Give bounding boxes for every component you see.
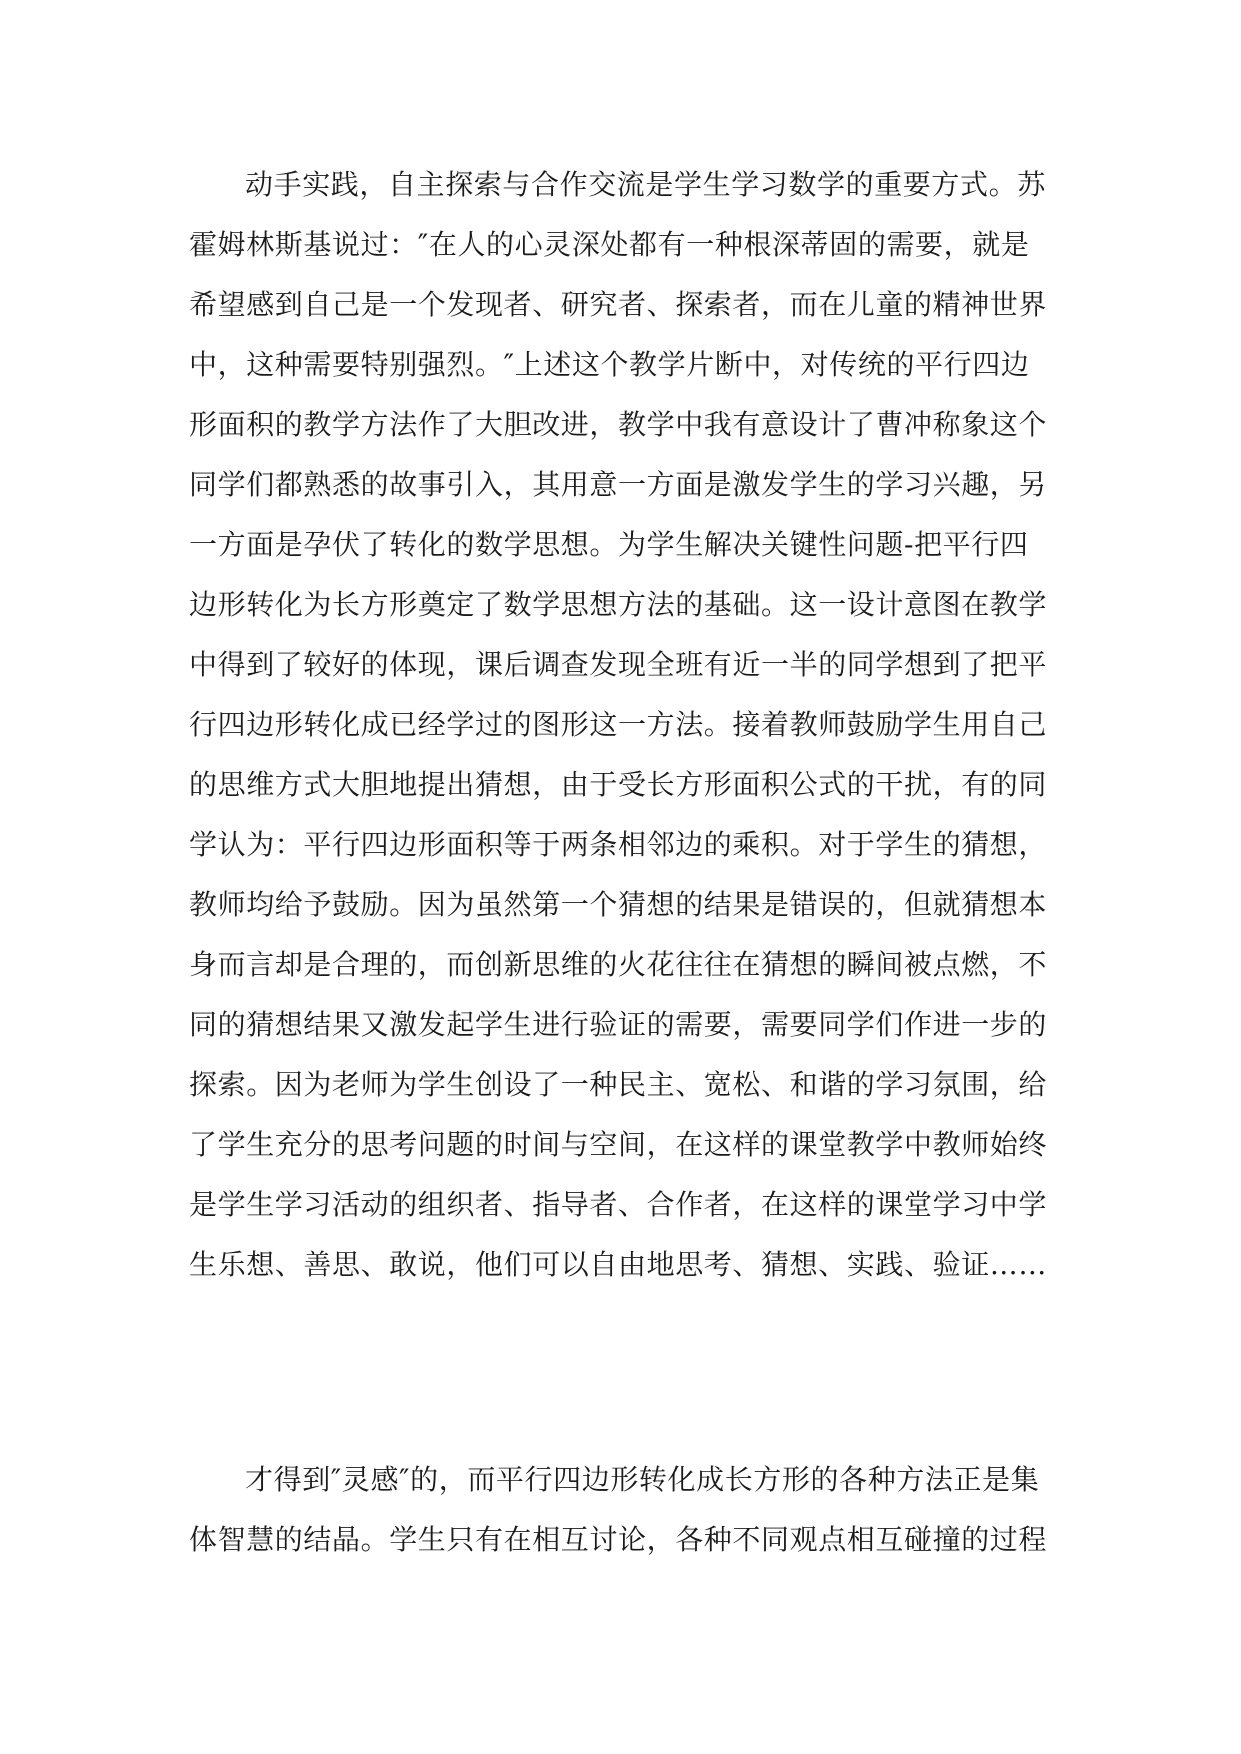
paragraph-1	[189, 155, 1051, 1295]
paragraph-2	[189, 1450, 1051, 1570]
text-line: 体智慧的结晶。学生只有在相互讨论，各种不同观点相互碰撞的过程	[189, 1523, 1048, 1556]
text-line: 霍姆林斯基说过：″在人的心灵深处都有一种根深蒂固的需要，就是	[189, 228, 1030, 261]
text-line: 同的猜想结果又激发起学生进行验证的需要，需要同学们作进一步的	[189, 1008, 1048, 1041]
text-line: 探索。因为老师为学生创设了一种民主、宽松、和谐的学习氛围，给	[189, 1068, 1048, 1101]
text-line: 身而言却是合理的，而创新思维的火花往往在猜想的瞬间被点燃，不	[189, 948, 1048, 981]
text-line: 边形转化为长方形奠定了数学思想方法的基础。这一设计意图在教学	[189, 588, 1048, 621]
text-line: 的思维方式大胆地提出猜想，由于受长方形面积公式的干扰，有的同	[189, 768, 1048, 801]
text-line: 同学们都熟悉的故事引入，其用意一方面是激发学生的学习兴趣，另	[189, 468, 1048, 501]
text-line: 希望感到自己是一个发现者、研究者、探索者，而在儿童的精神世界	[189, 288, 1048, 321]
text-line: 中，这种需要特别强烈。″上述这个教学片断中，对传统的平行四边	[189, 348, 1030, 381]
text-line: 行四边形转化成已经学过的图形这一方法。接着教师鼓励学生用自己	[189, 708, 1048, 741]
text-line: 学认为：平行四边形面积等于两条相邻边的乘积。对于学生的猜想，	[189, 828, 1048, 861]
text-line: 教师均给予鼓励。因为虽然第一个猜想的结果是错误的，但就猜想本	[189, 888, 1048, 921]
text-line: 一方面是孕伏了转化的数学思想。为学生解决关键性问题-把平行四	[189, 528, 1029, 561]
text-line: 形面积的教学方法作了大胆改进，教学中我有意设计了曹冲称象这个	[189, 408, 1048, 441]
text-line: 动手实践，自主探索与合作交流是学生学习数学的重要方式。苏	[245, 168, 1046, 201]
text-line: 了学生充分的思考问题的时间与空间，在这样的课堂教学中教师始终	[189, 1128, 1048, 1161]
text-line: 是学生学习活动的组织者、指导者、合作者，在这样的课堂学习中学	[189, 1188, 1048, 1221]
text-line: 生乐想、善思、敢说，他们可以自由地思考、猜想、实践、验证……	[189, 1248, 1048, 1281]
text-line: 中得到了较好的体现，课后调查发现全班有近一半的同学想到了把平	[189, 648, 1048, 681]
text-line: 才得到″灵感″的，而平行四边形转化成长方形的各种方法正是集	[245, 1463, 1040, 1496]
